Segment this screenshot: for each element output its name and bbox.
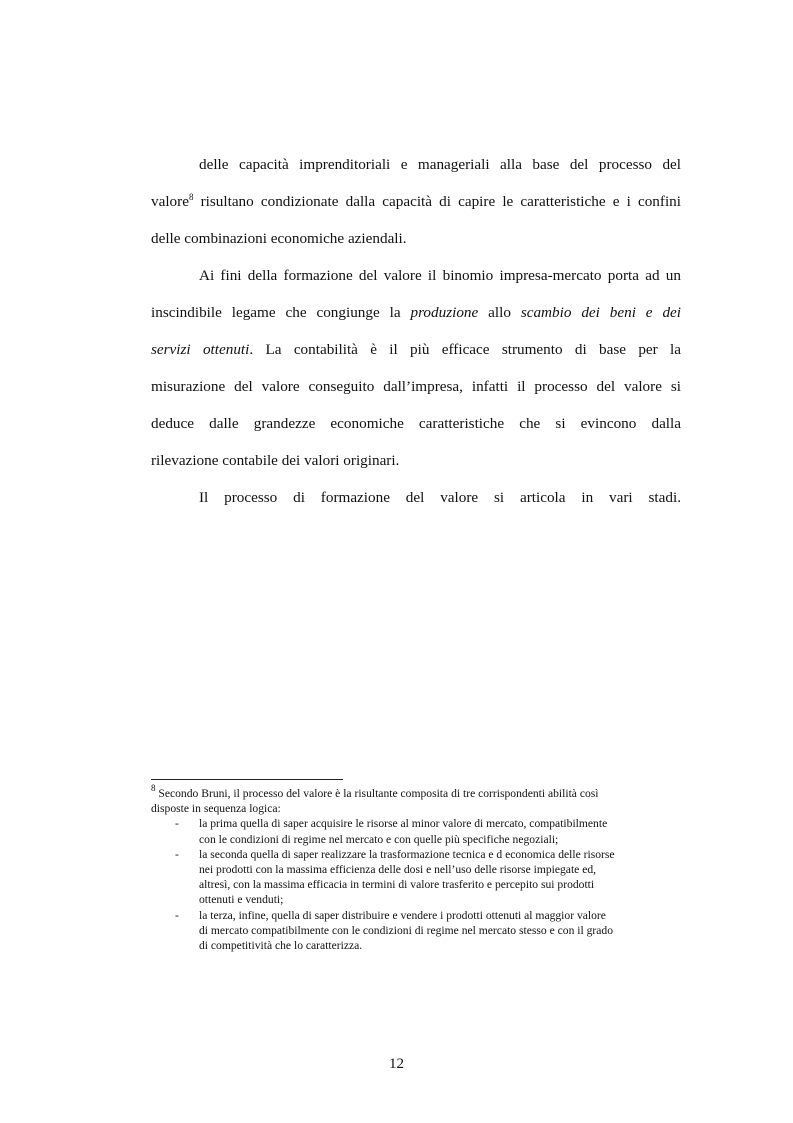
footnote-separator: [151, 779, 343, 780]
footnote: [151, 783, 681, 953]
list-dash: -: [175, 847, 179, 861]
emphasis-scambio: scambio dei beni e dei: [520, 304, 681, 321]
body-line: delle combinazioni economiche aziendali.: [151, 230, 407, 247]
body-line: delle capacità imprenditoriali e manageriali alla base del processo del: [199, 156, 681, 173]
footnote-intro-line: $^8$ Secondo Bruni, il processo del valore è la risultante composita di tre corrispondenti abilità così: [151, 783, 599, 800]
body-line: Ai fini della formazione del valore il binomio impresa-mercato porta ad un: [199, 267, 681, 284]
list-dash: -: [175, 908, 179, 922]
body-text: [151, 146, 681, 516]
footnote-reference[interactable]: 8: [188, 192, 194, 202]
page-number: 12: [389, 1056, 404, 1072]
footnote-list-item: - la terza, infine, quella di saper distribuire e vendere i prodotti ottenuti al maggior valore di mercato compatibilmente con le condizioni di regime nel mercato stesso e con il grado di competitività che lo caratterizza.: [175, 908, 614, 953]
footnote-list-item: - la seconda quella di saper realizzare la trasformazione tecnica e d economica delle risorse nei prodotti con la massima efficienza delle dosi e nell’uso delle risorse impiegate ed, altresì, con la massima efficacia in termini di valore trasferito e percepito sui prodotti ottenuti e venduti;: [175, 847, 615, 907]
body-line: Il processo di formazione del valore si articola in vari stadi.: [199, 489, 681, 506]
body-line: inscindibile legame che congiunge la produzione allo scambio dei beni e dei: [151, 304, 681, 321]
body-line: rilevazione contabile dei valori originari.: [151, 452, 400, 469]
emphasis-servizi: servizi ottenuti: [151, 341, 250, 358]
body-line: deduce dalle grandezze economiche caratteristiche che si evincono dalla: [151, 415, 681, 432]
footnote-mark: 8: [151, 783, 156, 793]
body-line: servizi ottenuti. La contabilità è il più efficace strumento di base per la: [151, 341, 681, 358]
body-line: misurazione del valore conseguito dall’impresa, infatti il processo del valore si: [151, 378, 681, 395]
emphasis-produzione: produzione: [410, 304, 479, 321]
footnote-list-item: - la prima quella di saper acquisire le risorse al minor valore di mercato, compatibilmente con le condizioni di regime nel mercato e con quelle più specifiche negoziali;: [175, 817, 608, 846]
list-dash: -: [175, 817, 179, 831]
footnote-intro-line: disposte in sequenza logica:: [151, 802, 281, 816]
body-line: valore$^8$ risultano condizionate dalla capacità di capire le caratteristiche e i confini: [151, 192, 681, 210]
